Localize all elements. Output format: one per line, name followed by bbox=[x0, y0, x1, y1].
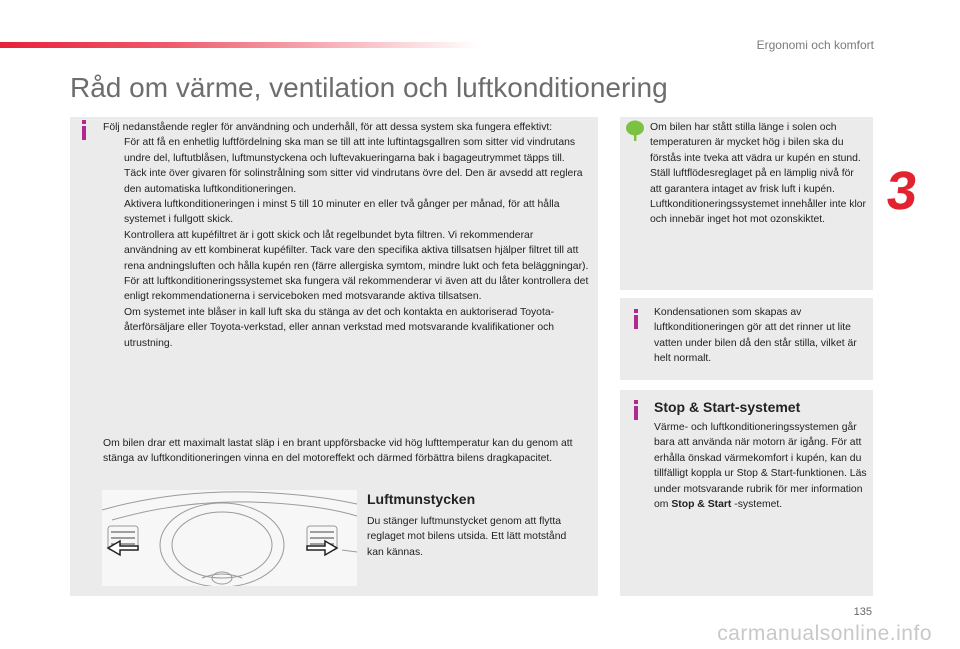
eco-leaf-icon bbox=[624, 119, 646, 143]
list-item: Om systemet inte blåser in kall luft ska du stänga av det och kontakta en auktoriserad Toyota-återförsäljare eller Toyota-verkstad, eller annan verkstad med motsvarande kvalifikationer och utrustning. bbox=[124, 306, 555, 349]
list-item: För att luftkonditioneringssystemet ska fungera väl rekommenderar vi även att du låter kontrollera det enligt rekommendationerna i serviceboken med motsvarande aktiva tillsatsen. bbox=[124, 276, 589, 303]
page-number: 135 bbox=[853, 606, 872, 618]
info-icon-dot bbox=[82, 120, 86, 124]
eco-note-text: Om bilen har stått stilla länge i solen och temperaturen är mycket hög i bilen ska du förstås inte tveka att vädra ur kupén en stund. Ställ luftflödesreglaget på en lämplig nivå för att garantera intaget av frisk luft i kupén. Luftkonditioneringssystemet innehåller inte klor och innebär inget hot mot ozonskiktet. bbox=[650, 122, 867, 226]
condensation-text: Kondensationen som skapas av luftkonditioneringen gör att det rinner ut lite vatten under bilen då den står stilla, vilket är helt normalt. bbox=[654, 307, 857, 365]
section-header: Ergonomi och komfort bbox=[756, 38, 874, 52]
info-icon-dot bbox=[634, 309, 638, 313]
info-icon bbox=[82, 126, 86, 140]
page-title: Råd om värme, ventilation och luftkonditionering bbox=[70, 72, 668, 103]
info-icon-dot bbox=[634, 400, 638, 404]
list-item: Aktivera luftkonditioneringen i minst 5 till 10 minuter en eller två gånger per månad, för att hålla systemet i fullgott skick. bbox=[124, 199, 560, 226]
vents-heading: Luftmunstycken bbox=[367, 491, 476, 507]
main-note-bullets bbox=[103, 135, 589, 351]
vents-text: Du stänger luftmunstycket genom att flytta reglaget mot bilens utsida. Ett lätt motstånd kan kännas. bbox=[367, 516, 567, 558]
stop-start-bold-ref: Stop & Start bbox=[671, 499, 732, 511]
list-item: Kontrollera att kupéfiltret är i gott skick och låt regelbundet byta filtren. Vi rekommenderar användning av ett kombinerat kupéfilter. Tack vare den specifika aktiva tillsatsen hjälper filtret till att rena andningsluften och hålla kupén ren (färre allergiska symtom, mindre lukt och feta beläggningar). bbox=[124, 229, 589, 272]
stop-start-heading: Stop & Start-systemet bbox=[654, 399, 801, 415]
list-item: Täck inte över givaren för solinstrålning som sitter vid vindrutans övre del. Den är avsedd att reglera den automatiska luftkonditioneringen. bbox=[124, 168, 583, 195]
watermark: carmanualsonline.info bbox=[717, 622, 932, 645]
info-icon bbox=[634, 315, 638, 329]
main-note-intro: Följ nedanstående regler för användning och underhåll, för att dessa system ska fungera effektivt: bbox=[103, 122, 553, 133]
vent-illustration bbox=[102, 490, 357, 586]
info-icon bbox=[634, 406, 638, 420]
header-accent-bar bbox=[0, 42, 480, 48]
dashboard-vents-drawing bbox=[102, 490, 357, 586]
towing-paragraph: Om bilen drar ett maximalt lastat släp i en brant uppförsbacke vid hög lufttemperatur kan du genom att stänga av luftkonditioneringen vinna en del motoreffekt och därmed förbättra bilens dragkapacitet. bbox=[103, 438, 573, 465]
chapter-number: 3 bbox=[883, 161, 921, 221]
main-note-text bbox=[103, 120, 589, 351]
stop-start-text: Värme- och luftkonditioneringssystemen går bara att använda när motorn är igång. För att erhålla önskad värmekomfort i kupén, kan du tillfälligt koppla ur Stop & Start-funktionen. Läs under motsvarande rubrik för mer information om Stop & Start -systemet. bbox=[654, 422, 867, 511]
list-item: För att få en enhetlig luftfördelning ska man se till att inte luftintagsgallren som sitter vid vindrutans undre del, luftutblåsen, luftmunstyckena och luftevakueringarna bak i bagageutrymmet täpps till. bbox=[124, 137, 576, 164]
